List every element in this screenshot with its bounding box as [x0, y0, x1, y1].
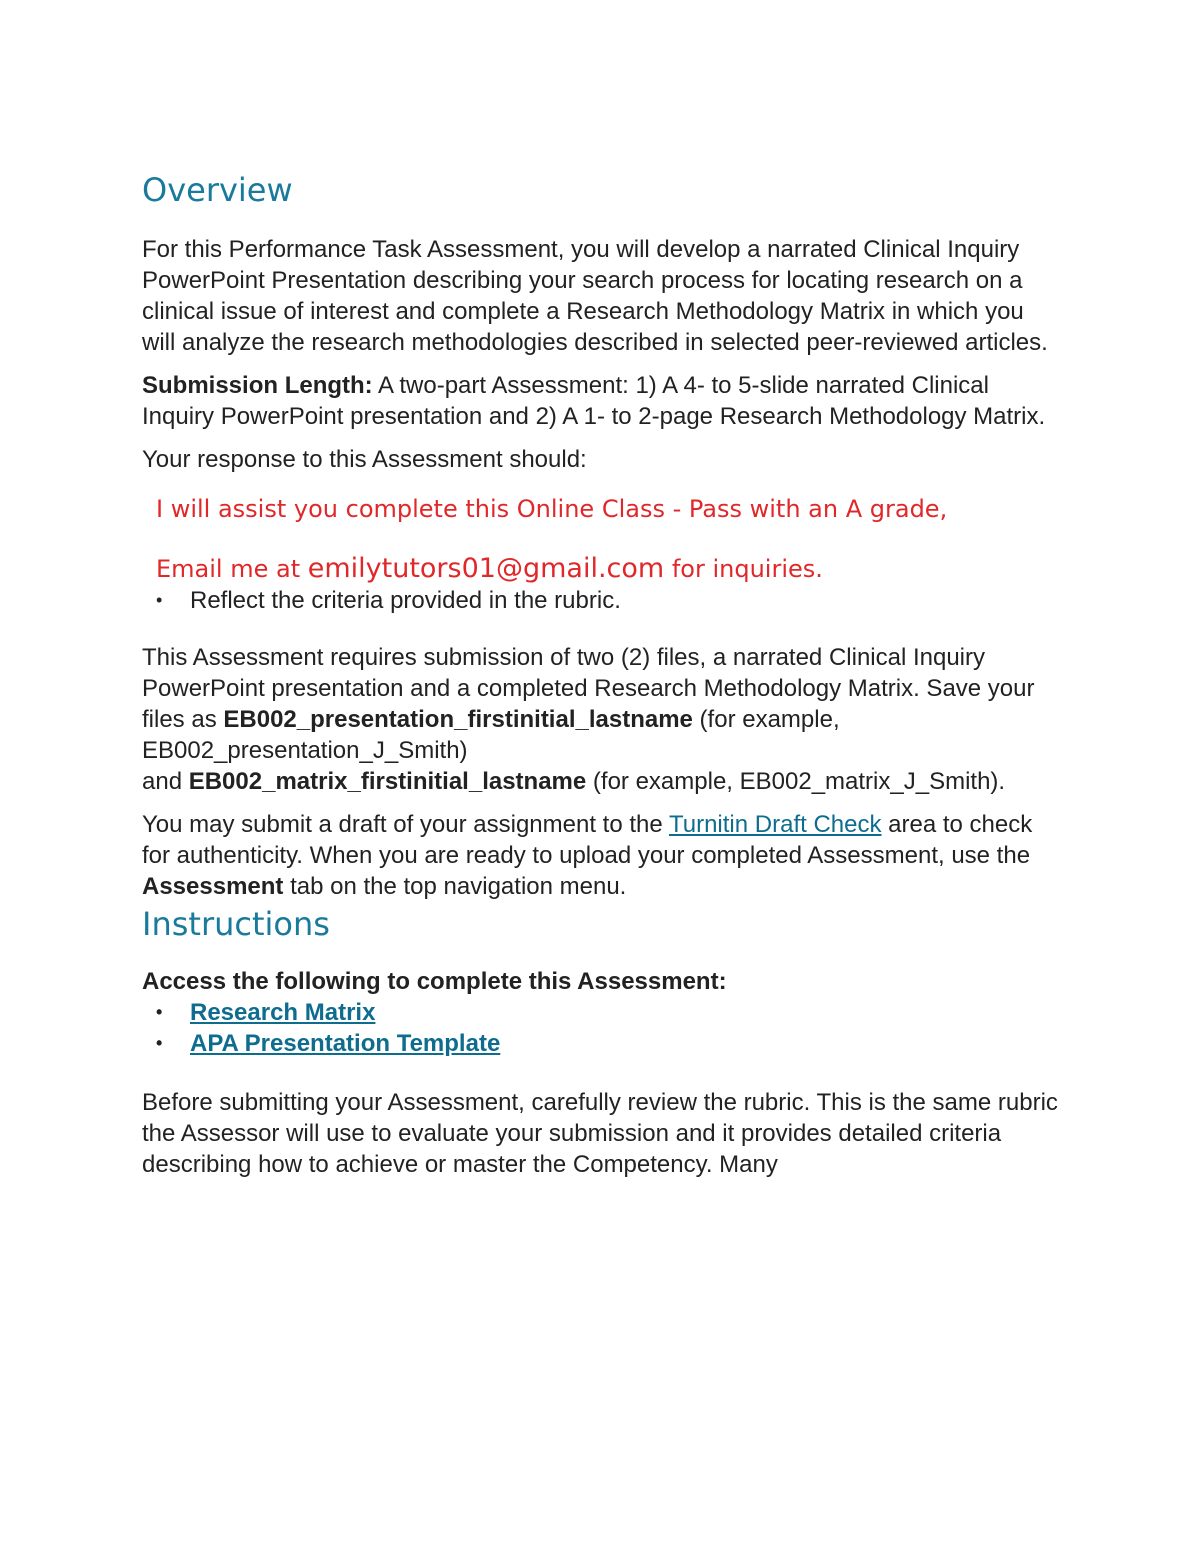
bullet-icon: •: [156, 590, 163, 610]
overview-heading: Overview: [142, 171, 293, 209]
promo-line-1: I will assist you complete this Online Class - Pass with an A grade,: [156, 495, 948, 523]
list-item: [142, 1028, 1062, 1059]
promo-email: emilytutors01@gmail.com: [307, 553, 665, 584]
requirements-text-4: (for example, EB002_matrix_J_Smith).: [586, 768, 1006, 795]
criteria-list: [142, 585, 1062, 616]
overview-intro-paragraph: For this Performance Task Assessment, you will develop a narrated Clinical Inquiry PowerPoint Presentation describing your search process for locating research on a clinical issue of interest and complete a Research Methodology Matrix in which you will analyze the research methodologies described in selected peer-reviewed articles.: [142, 236, 1048, 356]
requirements-text-3: and: [142, 768, 189, 795]
response-intro-paragraph: Your response to this Assessment should:: [142, 446, 587, 473]
instructions-heading: Instructions: [142, 905, 330, 943]
requirements-text-1: This Assessment requires submission of two (2) files, a narrated Clinical Inquiry PowerPoint presentation and a completed Research Methodology Matrix. Save your files as: [142, 644, 1035, 733]
turnitin-text-3: tab on the top navigation menu.: [283, 873, 627, 900]
research-matrix-link[interactable]: Research Matrix: [190, 999, 376, 1026]
requirements-text-2: (for example, EB002_presentation_J_Smith): [142, 706, 840, 764]
criteria-item-text: Reflect the criteria provided in the rubric.: [190, 587, 621, 614]
access-paragraph: Access the following to complete this Assessment:: [142, 968, 727, 995]
turnitin-paragraph: [142, 809, 1062, 902]
submission-length-paragraph: [142, 370, 1062, 432]
requirements-paragraph: [142, 642, 1062, 797]
promo-line-2: [156, 553, 1062, 585]
apa-presentation-template-link[interactable]: APA Presentation Template: [190, 1030, 501, 1057]
assessment-tab-name: Assessment: [142, 873, 284, 900]
resource-links-list: [142, 997, 1062, 1059]
bullet-icon: •: [156, 1002, 163, 1022]
turnitin-draft-check-link[interactable]: Turnitin Draft Check: [668, 811, 882, 838]
list-item: [142, 997, 1062, 1028]
presentation-filename: EB002_presentation_firstinitial_lastname: [223, 706, 693, 733]
promo-line-2-suffix: for inquiries.: [664, 555, 823, 583]
turnitin-text-2: area to check for authenticity. When you are ready to upload your completed Assessment, use the: [142, 811, 1033, 869]
document-page: [142, 168, 1062, 1180]
submission-length-text: A two-part Assessment: 1) A 4- to 5-slide narrated Clinical Inquiry PowerPoint presentation and 2) A 1- to 2-page Research Methodology Matrix.: [142, 372, 1046, 430]
turnitin-text-1: You may submit a draft of your assignment to the: [142, 811, 669, 838]
bullet-icon: •: [156, 1033, 163, 1053]
matrix-filename: EB002_matrix_firstinitial_lastname: [188, 768, 587, 795]
list-item: [142, 585, 1062, 616]
submission-length-label: Submission Length:: [142, 372, 373, 399]
before-submitting-paragraph: Before submitting your Assessment, carefully review the rubric. This is the same rubric the Assessor will use to evaluate your submission and it provides detailed criteria describing how to achieve or master the Competency. Many: [142, 1089, 1058, 1178]
promo-line-2-prefix: Email me at: [156, 555, 308, 583]
